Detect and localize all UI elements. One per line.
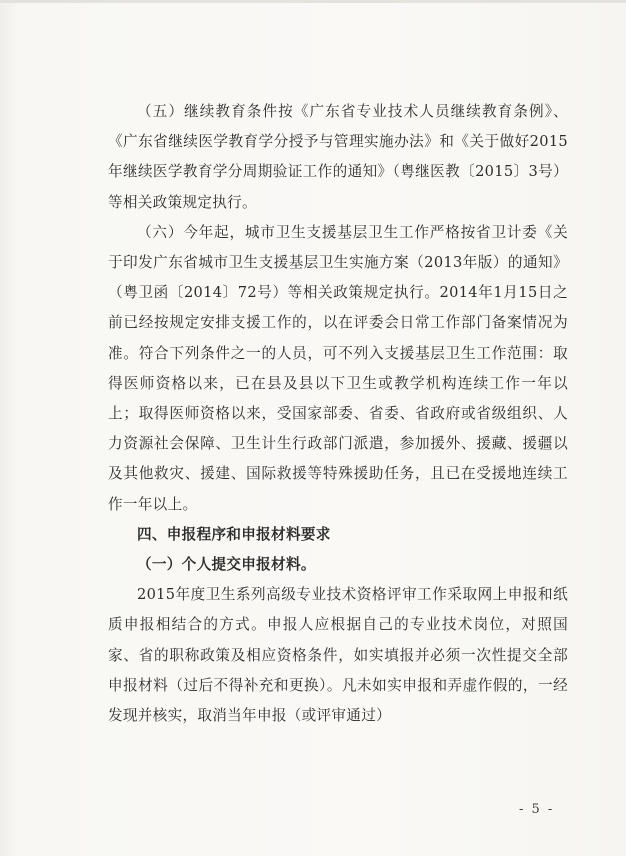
section-heading: 四、申报程序和申报材料要求 — [137, 525, 331, 543]
page-top-edge — [0, 0, 626, 3]
page-number: - 5 - — [519, 802, 555, 817]
paragraph-continuing-education: （五）继续教育条件按《广东省专业技术人员继续教育条例》、《广东省继续医学教育学分授予与管理实施办法》和《关于做好2015年继续医学教育学分周期验证工作的通知》（粤继医教〔2015〕3号）等相关政策规定执行。 — [108, 103, 568, 211]
subsection-heading: （一）个人提交申报材料。 — [137, 556, 316, 574]
document-body — [108, 97, 568, 731]
paragraph-application-method: 2015年度卫生系列高级专业技术资格评审工作采取网上申报和纸质申报相结合的方式。申报人应根据自己的专业技术岗位，对照国家、省的职称政策及相应资格条件，如实填报并必须一次性提交全部申报材料（过后不得补充和更换）。凡未如实申报和弄虚作假的，一经发现并核实，取消当年申报（或评审通过） — [108, 586, 568, 725]
paragraph-urban-health-support: （六）今年起，城市卫生支援基层卫生工作严格按省卫计委《关于印发广东省城市卫生支援基层卫生实施方案（2013年版）的通知》（粤卫函〔2014〕72号）等相关政策规定执行。2014年1月15日之前已经按规定安排支援工作的，以在评委会日常工作部门备案情况为准。符合下列条件之一的人员，可不列入支援基层卫生工作范围：取得医师资格以来，已在县及县以下卫生或教学机构连续工作一年以上；取得医师资格以来，受国家部委、省委、省政府或省级组织、人力资源社会保障、卫生计生行政部门派遣，参加援外、援藏、援疆以及其他救灾、援建、国际救援等特殊援助任务，且已在受援地连续工作一年以上。 — [108, 223, 568, 513]
